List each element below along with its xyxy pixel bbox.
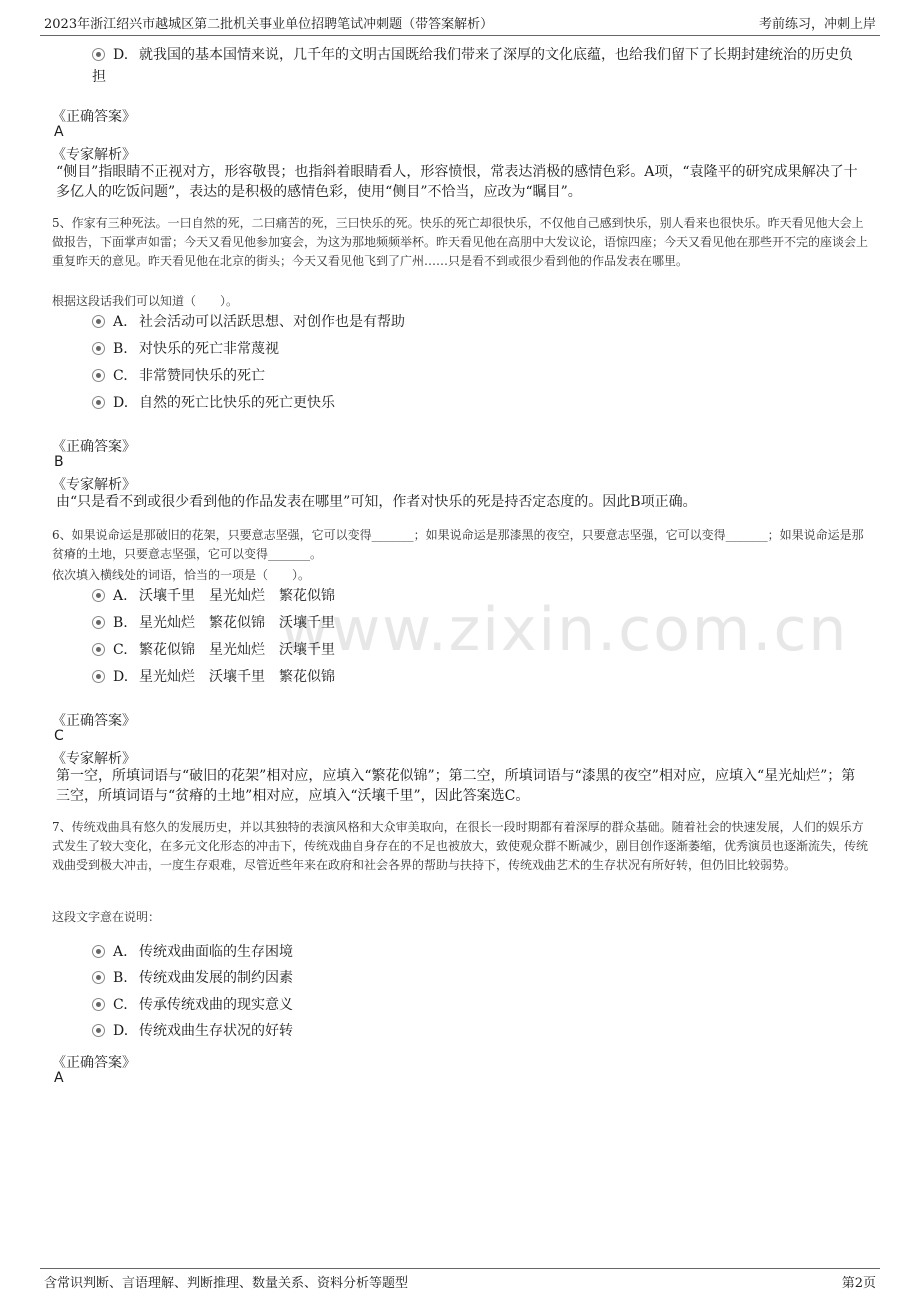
page-footer <box>40 1268 880 1293</box>
q7-text: 7、传统戏曲具有悠久的发展历史，并以其独特的表演风格和大众审美取向，在很长一段时期都有着深厚的群众基础。随着社会的快速发展，人们的娱乐方式发生了较大变化，在多元文化形态的冲击下，传统戏曲自身存在的不足也被放大，致使观众群不断减少，剧目创作逐渐萎缩，优秀演员也逐渐流失，传统戏曲受到极大冲击，一度生存艰难，尽管近些年来在政府和社会各界的帮助与扶持下，传统戏曲艺术的生存状况有所好转，但仍旧比较弱势。 <box>52 820 869 872</box>
radio-button-icon[interactable] <box>92 998 105 1011</box>
q5-option-d[interactable]: D. 自然的死亡比快乐的死亡更快乐 <box>92 392 335 414</box>
correct-answer-label: 《正确答案》 <box>52 713 136 729</box>
q7-answer: A <box>54 1070 64 1086</box>
q5-option-c[interactable]: C. 非常赞同快乐的死亡 <box>92 365 265 387</box>
q5-analysis: 由“只是看不到或很少看到他的作品发表在哪里”可知，作者对快乐的死是持否定态度的。因此B项正确。 <box>56 494 697 510</box>
q5-option-a[interactable]: A. 社会活动可以活跃思想、对创作也是有帮助 <box>92 311 405 333</box>
radio-button-icon[interactable] <box>92 369 105 382</box>
q6-analysis: 第一空，所填词语与“破旧的花架”相对应，应填入“繁花似锦”；第二空，所填词语与“漆黑的夜空”相对应，应填入“星光灿烂”；第三空，所填词语与“贫瘠的土地”相对应，应填入“沃壤千里”，因此答案选C。 <box>56 768 856 804</box>
footer-topics: 含常识判断、言语理解、判断推理、数量关系、资料分析等题型 <box>44 1276 409 1291</box>
q6-option-c[interactable]: C. 繁花似锦 星光灿烂 沃壤千里 <box>92 639 335 661</box>
expert-analysis-label: 《专家解析》 <box>52 751 136 767</box>
page-header <box>40 11 880 36</box>
expert-analysis-label: 《专家解析》 <box>52 147 136 163</box>
q4-option-d[interactable]: D. 就我国的基本国情来说，几千年的文明古国既给我们带来了深厚的文化底蕴，也给我们留下了长期封建统治的历史负担 <box>92 47 853 85</box>
q5-text: 5、作家有三种死法。一曰自然的死，二曰痛苦的死，三曰快乐的死。快乐的死亡却很快乐，不仅他自己感到快乐，别人看来也很快乐。昨天看见他大会上做报告，下面掌声如雷；今天又看见他参加宴会，为这为那地频频举杯。昨天看见他在高朋中大发议论，语惊四座；今天又看见他在那些开不完的座谈会上重复昨天的意见。昨天看见他在北京的街头；今天又看见他飞到了广州……只是看不到或很少看到他的作品发表在哪里。 <box>52 216 869 268</box>
radio-button-icon[interactable] <box>92 1024 105 1037</box>
radio-button-icon[interactable] <box>92 396 105 409</box>
expert-analysis-label: 《专家解析》 <box>52 477 136 493</box>
radio-button-icon[interactable] <box>92 945 105 958</box>
radio-button-icon[interactable] <box>92 643 105 656</box>
q6-text: 6、如果说命运是那破旧的花架，只要意志坚强，它可以变得_______；如果说命运是那漆黑的夜空，只要意志坚强，它可以变得_______；如果说命运是那贫瘠的土地，只要意志坚强，它可以变得_______。 <box>52 528 864 561</box>
radio-button-icon[interactable] <box>92 315 105 328</box>
q5-option-b[interactable]: B. 对快乐的死亡非常蔑视 <box>92 338 279 360</box>
q4-analysis: “侧目”指眼睛不正视对方，形容敬畏；也指斜着眼睛看人，形容愤恨，常表达消极的感情色彩。A项，“袁隆平的研究成果解决了十多亿人的吃饭问题”，表达的是积极的感情色彩，使用“侧目”不恰当，应改为“瞩目”。 <box>56 164 858 200</box>
header-slogan: 考前练习，冲刺上岸 <box>758 17 876 32</box>
q6-option-a[interactable]: A. 沃壤千里 星光灿烂 繁花似锦 <box>92 585 335 607</box>
document-title: 2023年浙江绍兴市越城区第二批机关事业单位招聘笔试冲刺题（带答案解析） <box>44 17 494 32</box>
correct-answer-label: 《正确答案》 <box>52 439 136 455</box>
q7-option-b[interactable]: B. 传统戏曲发展的制约因素 <box>92 967 293 989</box>
q6-prompt: 依次填入横线处的词语，恰当的一项是（ ）。 <box>52 568 311 582</box>
q7-prompt: 这段文字意在说明： <box>52 910 161 924</box>
radio-button-icon[interactable] <box>92 670 105 683</box>
radio-button-icon[interactable] <box>92 971 105 984</box>
q7-option-a[interactable]: A. 传统戏曲面临的生存困境 <box>92 941 293 963</box>
q6-answer: C <box>54 728 64 744</box>
radio-button-icon[interactable] <box>92 616 105 629</box>
q6-option-b[interactable]: B. 星光灿烂 繁花似锦 沃壤千里 <box>92 612 335 634</box>
watermark: www.zixin.com.cn <box>280 595 849 665</box>
q5-answer: B <box>54 454 64 470</box>
correct-answer-label: 《正确答案》 <box>52 1055 136 1071</box>
q7-option-d[interactable]: D. 传统戏曲生存状况的好转 <box>92 1020 293 1042</box>
radio-button-icon[interactable] <box>92 589 105 602</box>
page-number: 第2页 <box>841 1276 876 1291</box>
q6-option-d[interactable]: D. 星光灿烂 沃壤千里 繁花似锦 <box>92 666 335 688</box>
q4-option-d-text: 就我国的基本国情来说，几千年的文明古国既给我们带来了深厚的文化底蕴，也给我们留下了长期封建统治的历史负担 <box>92 47 853 85</box>
correct-answer-label: 《正确答案》 <box>52 109 136 125</box>
radio-button-icon[interactable] <box>92 48 105 61</box>
q5-prompt: 根据这段话我们可以知道（ ）。 <box>52 294 239 308</box>
radio-button-icon[interactable] <box>92 342 105 355</box>
q4-answer: A <box>54 124 64 140</box>
q7-option-c[interactable]: C. 传承传统戏曲的现实意义 <box>92 994 293 1016</box>
